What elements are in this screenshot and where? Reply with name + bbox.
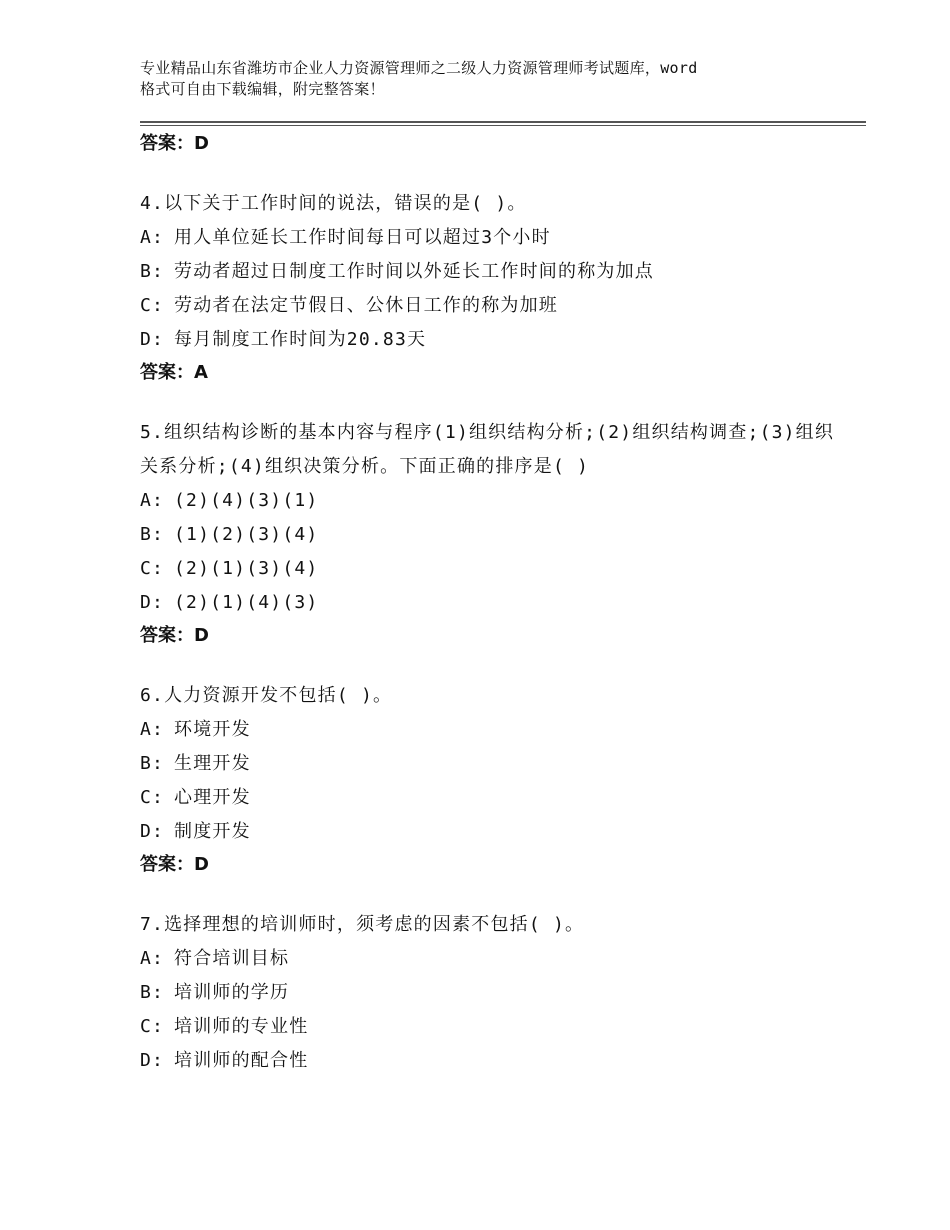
option-a	[140, 942, 840, 976]
option-label: A:	[140, 719, 165, 740]
option-b	[140, 747, 840, 781]
option-label: C:	[140, 1016, 165, 1037]
option-text: 制度开发	[174, 821, 251, 842]
option-text: 培训师的学历	[174, 982, 290, 1003]
question-block	[140, 908, 840, 1078]
question-block	[140, 187, 840, 389]
option-d	[140, 815, 840, 849]
question-text: 5.组织结构诊断的基本内容与程序(1)组织结构分析;(2)组织结构调查;(3)组织关系分析;(4)组织决策分析。下面正确的排序是( )	[140, 422, 835, 477]
option-label: C:	[140, 295, 165, 316]
option-text: 心理开发	[174, 787, 251, 808]
option-b	[140, 255, 840, 289]
document-header	[140, 58, 840, 100]
option-text: 每月制度工作时间为20.83天	[174, 329, 427, 350]
option-a	[140, 221, 840, 255]
answer-line: 答案：D	[140, 625, 209, 646]
option-label: C:	[140, 558, 165, 579]
option-label: B:	[140, 261, 165, 282]
option-text: 符合培训目标	[174, 948, 290, 969]
option-label: D:	[140, 329, 165, 350]
option-label: B:	[140, 753, 165, 774]
option-label: B:	[140, 982, 165, 1003]
option-a	[140, 484, 840, 518]
header-line-1: 专业精品山东省潍坊市企业人力资源管理师之二级人力资源管理师考试题库，word	[140, 59, 698, 77]
question-text: 6.人力资源开发不包括( )。	[140, 685, 393, 706]
option-c	[140, 552, 840, 586]
option-label: D:	[140, 821, 165, 842]
answer-line: 答案：D	[140, 854, 209, 875]
question-block	[140, 416, 840, 652]
option-c	[140, 781, 840, 815]
option-label: B:	[140, 524, 165, 545]
option-label: A:	[140, 490, 165, 511]
option-text: 劳动者在法定节假日、公休日工作的称为加班	[174, 295, 558, 316]
option-d	[140, 1044, 840, 1078]
header-rule-thin	[140, 125, 866, 126]
option-d	[140, 323, 840, 357]
option-text: 生理开发	[174, 753, 251, 774]
option-a	[140, 713, 840, 747]
option-text: 劳动者超过日制度工作时间以外延长工作时间的称为加点	[174, 261, 654, 282]
question-text: 4.以下关于工作时间的说法，错误的是( )。	[140, 193, 527, 214]
option-b	[140, 518, 840, 552]
option-text: (1)(2)(3)(4)	[174, 524, 319, 545]
option-label: A:	[140, 227, 165, 248]
answer-line: 答案：D	[140, 133, 209, 154]
option-d	[140, 586, 840, 620]
option-label: D:	[140, 1050, 165, 1071]
option-text: 用人单位延长工作时间每日可以超过3个小时	[174, 227, 551, 248]
option-c	[140, 1010, 840, 1044]
option-text: 培训师的配合性	[174, 1050, 309, 1071]
option-label: A:	[140, 948, 165, 969]
option-c	[140, 289, 840, 323]
answer-line: 答案：A	[140, 362, 208, 383]
header-rule-thick	[140, 121, 866, 123]
option-text: 环境开发	[174, 719, 251, 740]
option-b	[140, 976, 840, 1010]
question-text: 7.选择理想的培训师时，须考虑的因素不包括( )。	[140, 914, 585, 935]
option-label: C:	[140, 787, 165, 808]
option-text: (2)(1)(3)(4)	[174, 558, 319, 579]
option-text: (2)(4)(3)(1)	[174, 490, 319, 511]
option-label: D:	[140, 592, 165, 613]
option-text: 培训师的专业性	[174, 1016, 309, 1037]
option-text: (2)(1)(4)(3)	[174, 592, 319, 613]
question-list	[140, 128, 840, 1078]
header-line-2: 格式可自由下载编辑，附完整答案！	[140, 80, 385, 98]
question-block	[140, 679, 840, 881]
